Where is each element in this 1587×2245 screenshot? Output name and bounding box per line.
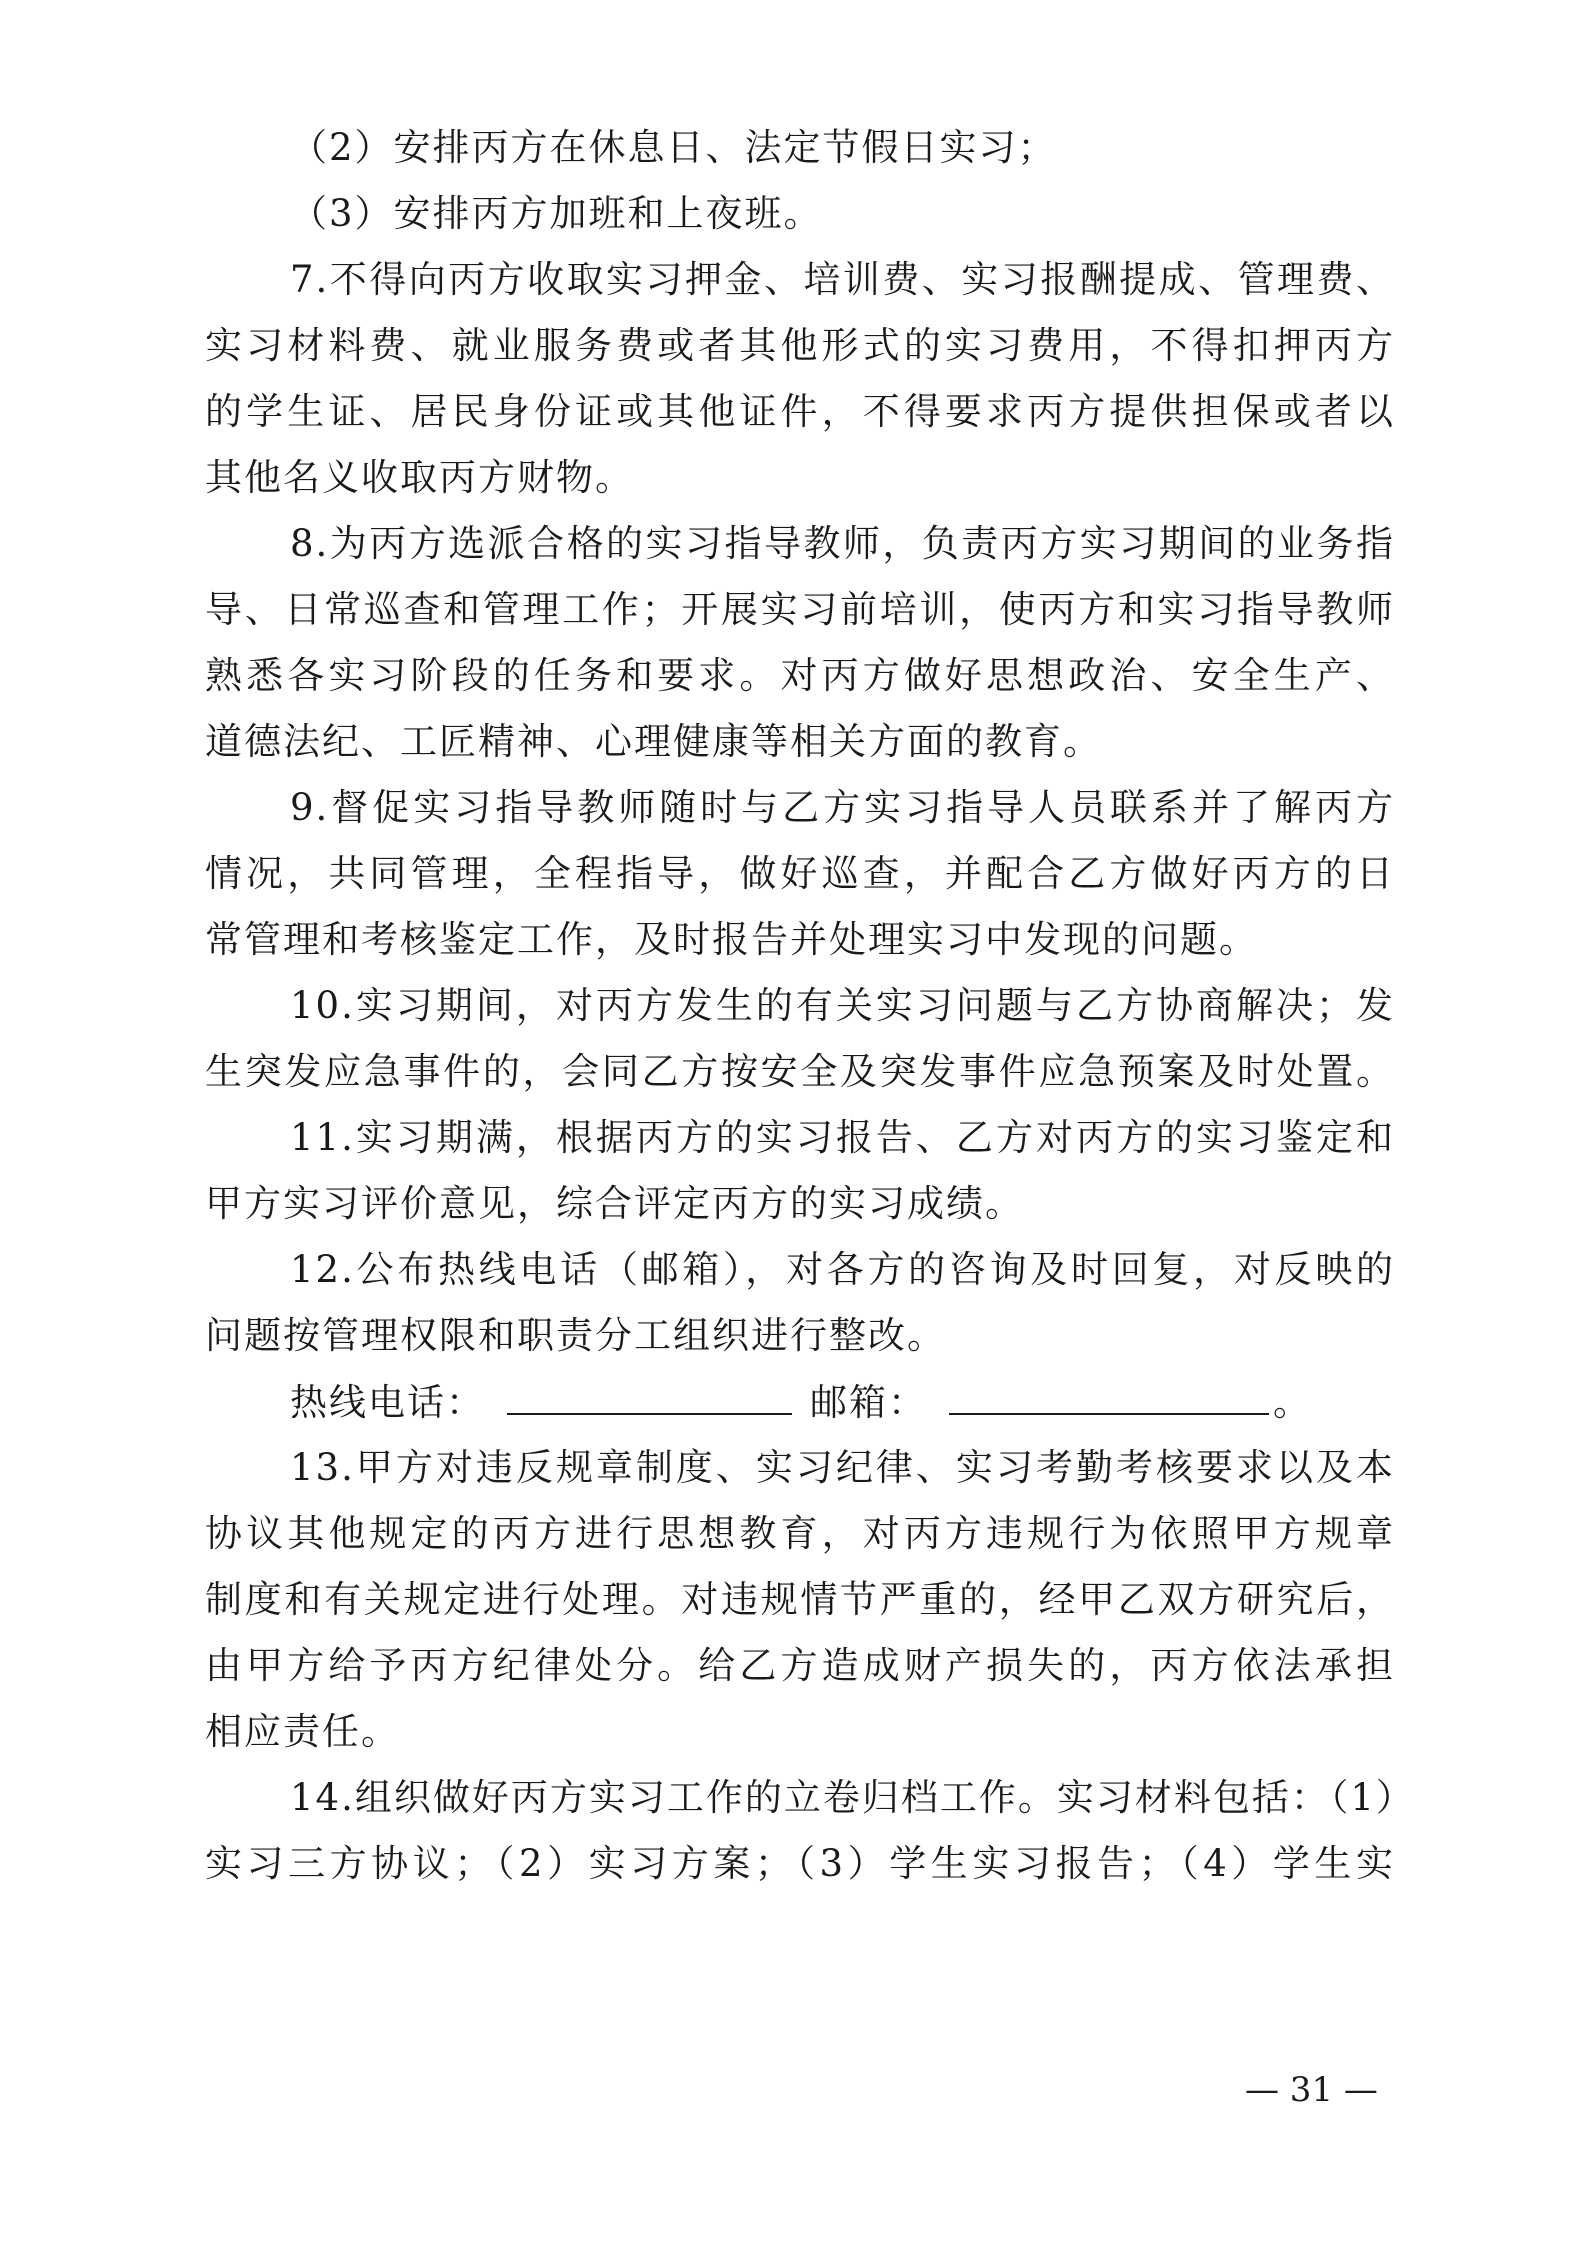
text-line: 导、日常巡查和管理工作；开展实习前培训，使丙方和实习指导教师 <box>205 588 1395 631</box>
hotline-phone-label: 热线电话： <box>290 1381 485 1424</box>
hotline-line <box>290 1369 1395 1435</box>
hotline-email-label: 邮箱： <box>810 1381 927 1424</box>
text-line: 7.不得向丙方收取实习押金、培训费、实习报酬提成、管理费、 <box>290 258 1395 301</box>
hotline-email-blank <box>949 1369 1269 1415</box>
text-line: 8.为丙方选派合格的实习指导教师，负责丙方实习期间的业务指 <box>290 522 1395 565</box>
text-line: （2）安排丙方在休息日、法定节假日实习； <box>290 126 1057 169</box>
text-line: 13.甲方对违反规章制度、实习纪律、实习考勤考核要求以及本 <box>290 1446 1395 1489</box>
text-line: 由甲方给予丙方纪律处分。给乙方造成财产损失的，丙方依法承担 <box>205 1644 1395 1687</box>
text-line: 道德法纪、工匠精神、心理健康等相关方面的教育。 <box>205 720 1102 763</box>
hotline-phone-blank <box>507 1369 792 1415</box>
text-line: 11.实习期满，根据丙方的实习报告、乙方对丙方的实习鉴定和 <box>290 1116 1395 1159</box>
text-line: 情况，共同管理，全程指导，做好巡查，并配合乙方做好丙方的日 <box>205 852 1395 895</box>
text-line: 协议其他规定的丙方进行思想教育，对丙方违规行为依照甲方规章 <box>205 1512 1395 1555</box>
hotline-end-mark: 。 <box>1273 1381 1312 1424</box>
text-line: 生突发应急事件的，会同乙方按安全及突发事件应急预案及时处置。 <box>205 1050 1395 1093</box>
text-line: 相应责任。 <box>205 1710 400 1753</box>
text-line: 其他名义收取丙方财物。 <box>205 456 634 499</box>
text-line: 实习材料费、就业服务费或者其他形式的实习费用，不得扣押丙方 <box>205 324 1395 367</box>
text-line: 的学生证、居民身份证或其他证件，不得要求丙方提供担保或者以 <box>205 390 1395 433</box>
text-line: （3）安排丙方加班和上夜班。 <box>290 192 823 235</box>
text-line: 问题按管理权限和职责分工组织进行整改。 <box>205 1314 946 1357</box>
text-line: 常管理和考核鉴定工作，及时报告并处理实习中发现的问题。 <box>205 918 1258 961</box>
text-line: 实习三方协议；（2）实习方案；（3）学生实习报告；（4）学生实 <box>205 1842 1395 1885</box>
text-line: 甲方实习评价意见，综合评定丙方的实习成绩。 <box>205 1182 1024 1225</box>
text-line: 10.实习期间，对丙方发生的有关实习问题与乙方协商解决；发 <box>290 984 1395 1027</box>
text-line: 熟悉各实习阶段的任务和要求。对丙方做好思想政治、安全生产、 <box>205 654 1395 697</box>
text-line: 14.组织做好丙方实习工作的立卷归档工作。实习材料包括：（1） <box>290 1776 1415 1819</box>
text-line: 9.督促实习指导教师随时与乙方实习指导人员联系并了解丙方 <box>290 786 1395 829</box>
page-number: — 31 — <box>1245 2070 1378 2110</box>
text-line: 12.公布热线电话（邮箱），对各方的咨询及时回复，对反映的 <box>290 1248 1395 1291</box>
text-line: 制度和有关规定进行处理。对违规情节严重的，经甲乙双方研究后， <box>205 1578 1395 1621</box>
